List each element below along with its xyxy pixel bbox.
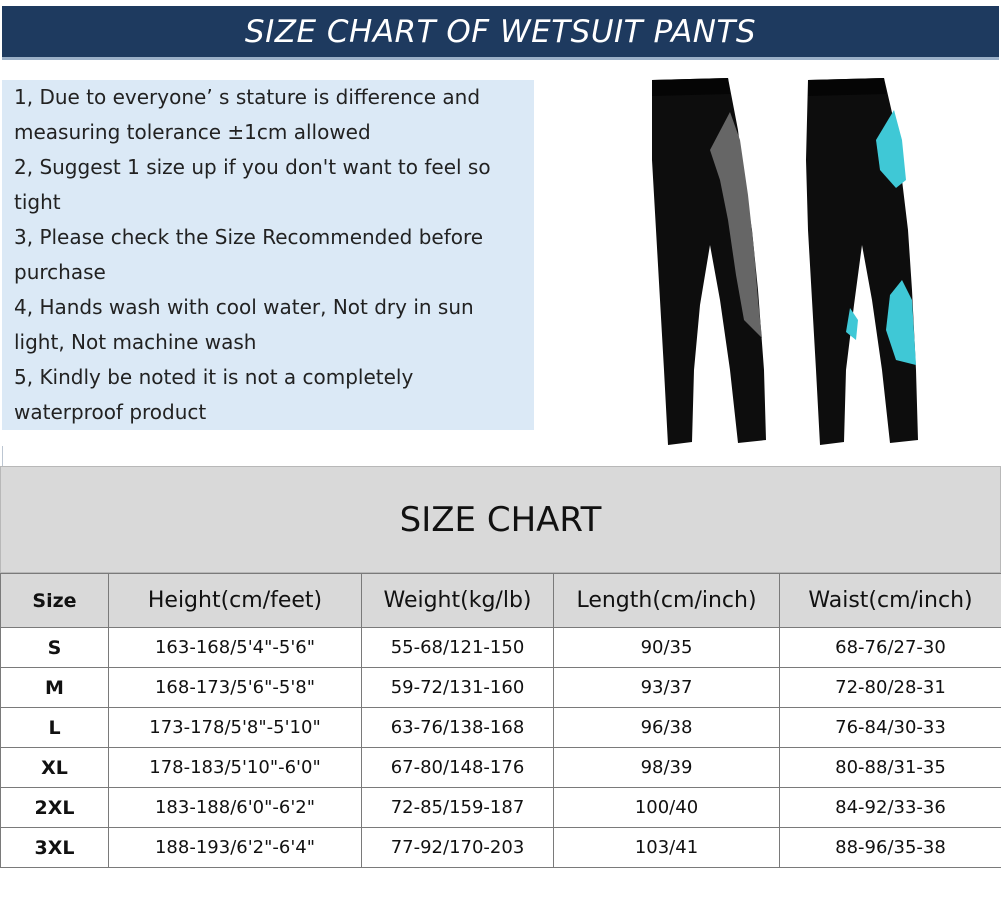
note-line: light, Not machine wash xyxy=(14,330,257,354)
size-cell: L xyxy=(1,708,109,748)
note-line: 2, Suggest 1 size up if you don't want to feel so xyxy=(14,155,491,179)
pants-cyan-panel-image xyxy=(806,78,918,445)
waist-cell: 68-76/27-30 xyxy=(780,628,1001,668)
weight-cell: 55-68/121-150 xyxy=(362,628,554,668)
length-cell: 96/38 xyxy=(554,708,780,748)
waist-cell: 72-80/28-31 xyxy=(780,668,1001,708)
note-line: 5, Kindly be noted it is not a completely xyxy=(14,365,414,389)
column-header-waist: Waist(cm/inch) xyxy=(780,574,1001,628)
size-cell: 3XL xyxy=(1,828,109,868)
waist-cell: 76-84/30-33 xyxy=(780,708,1001,748)
size-cell: M xyxy=(1,668,109,708)
height-cell: 188-193/6'2"-6'4" xyxy=(109,828,362,868)
page-title: SIZE CHART OF WETSUIT PANTS xyxy=(244,14,757,50)
weight-cell: 59-72/131-160 xyxy=(362,668,554,708)
length-cell: 103/41 xyxy=(554,828,780,868)
table-row xyxy=(1,748,1001,788)
note-line: 4, Hands wash with cool water, Not dry in sun xyxy=(14,295,474,319)
length-cell: 98/39 xyxy=(554,748,780,788)
column-header-height: Height(cm/feet) xyxy=(109,574,362,628)
table-row xyxy=(1,708,1001,748)
note-line: waterproof product xyxy=(14,400,207,424)
size-cell: S xyxy=(1,628,109,668)
height-cell: 178-183/5'10"-6'0" xyxy=(109,748,362,788)
weight-cell: 63-76/138-168 xyxy=(362,708,554,748)
size-table xyxy=(0,573,1001,868)
length-cell: 90/35 xyxy=(554,628,780,668)
divider xyxy=(2,446,3,466)
weight-cell: 67-80/148-176 xyxy=(362,748,554,788)
waist-cell: 84-92/33-36 xyxy=(780,788,1001,828)
height-cell: 173-178/5'8"-5'10" xyxy=(109,708,362,748)
column-header-length: Length(cm/inch) xyxy=(554,574,780,628)
table-row xyxy=(1,788,1001,828)
product-photo xyxy=(640,70,980,455)
height-cell: 163-168/5'4"-5'6" xyxy=(109,628,362,668)
note-line: 3, Please check the Size Recommended before xyxy=(14,225,484,249)
weight-cell: 72-85/159-187 xyxy=(362,788,554,828)
column-header-size: Size xyxy=(1,574,109,628)
height-cell: 183-188/6'0"-6'2" xyxy=(109,788,362,828)
notes-panel xyxy=(2,80,534,430)
size-cell: 2XL xyxy=(1,788,109,828)
note-line: tight xyxy=(14,190,61,214)
table-header-row xyxy=(1,574,1001,628)
length-cell: 93/37 xyxy=(554,668,780,708)
pants-gray-panel-image xyxy=(652,78,766,445)
size-chart xyxy=(0,466,1001,871)
weight-cell: 77-92/170-203 xyxy=(362,828,554,868)
size-chart-title: SIZE CHART xyxy=(0,466,1001,573)
waist-cell: 80-88/31-35 xyxy=(780,748,1001,788)
table-row xyxy=(1,828,1001,868)
table-row xyxy=(1,668,1001,708)
note-line: measuring tolerance ±1cm allowed xyxy=(14,120,371,144)
waist-cell: 88-96/35-38 xyxy=(780,828,1001,868)
title-banner xyxy=(0,0,1001,66)
length-cell: 100/40 xyxy=(554,788,780,828)
note-line: purchase xyxy=(14,260,106,284)
note-line: 1, Due to everyone’ s stature is difference and xyxy=(14,85,481,109)
size-cell: XL xyxy=(1,748,109,788)
table-row xyxy=(1,628,1001,668)
column-header-weight: Weight(kg/lb) xyxy=(362,574,554,628)
height-cell: 168-173/5'6"-5'8" xyxy=(109,668,362,708)
